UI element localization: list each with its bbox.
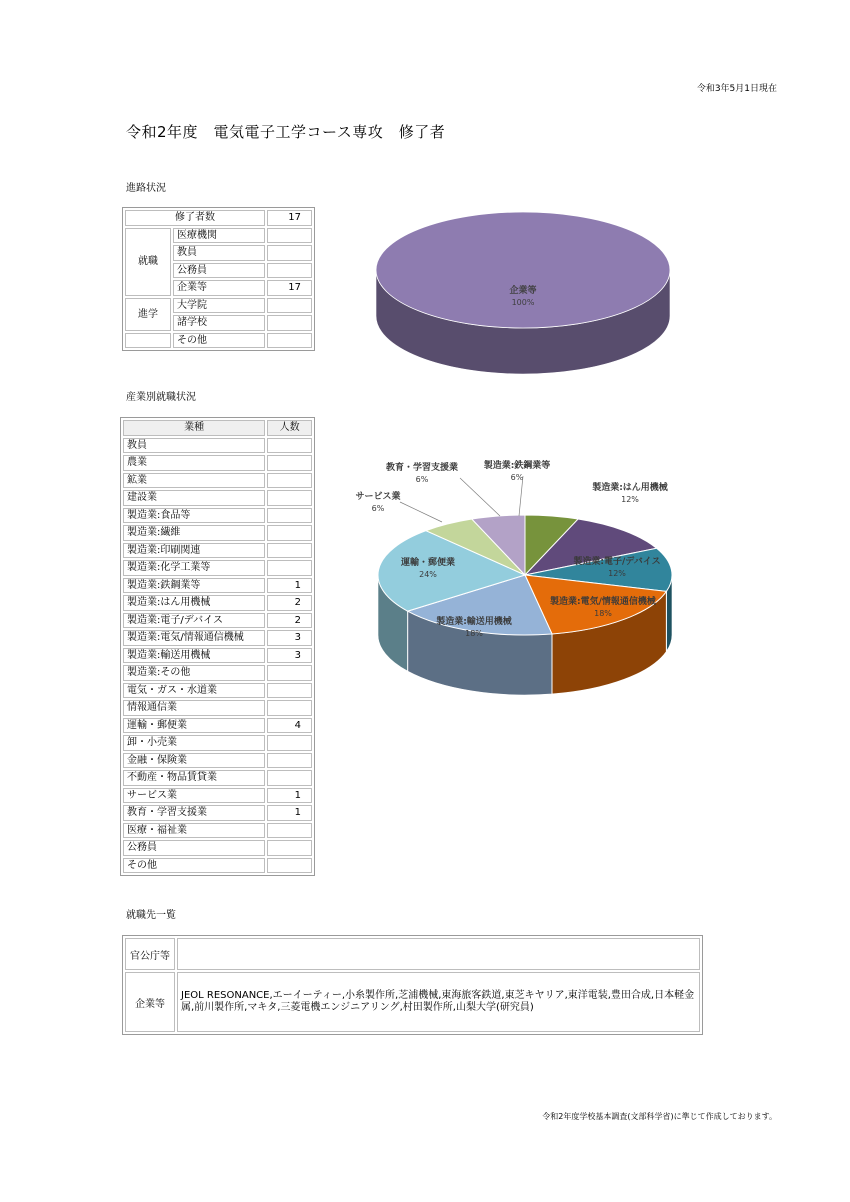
- industry-label: 農業: [123, 455, 265, 471]
- industry-label: 製造業:鉄鋼業等: [123, 578, 265, 594]
- page-title: 令和2年度 電気電子工学コース専攻 修了者: [126, 123, 446, 141]
- table-row: [123, 718, 312, 734]
- table-row: [123, 683, 312, 699]
- table-row: [123, 578, 312, 594]
- table-row: [123, 560, 312, 576]
- industry-label: 建設業: [123, 490, 265, 506]
- row-label: 医療機関: [173, 228, 265, 244]
- table-row: [123, 455, 312, 471]
- table-row: [123, 630, 312, 646]
- industry-count: [267, 473, 312, 489]
- pie-percent-label: 24%: [419, 570, 437, 579]
- industry-count: 1: [267, 788, 312, 804]
- pie-label: 企業等: [509, 286, 537, 296]
- pie-percent-label: 100%: [511, 298, 535, 307]
- table-row: [125, 972, 700, 1032]
- table-row: [123, 735, 312, 751]
- row-value: [267, 228, 312, 244]
- table-row: [123, 508, 312, 524]
- career-pie-chart: [360, 190, 690, 380]
- col-count-header: 人数: [267, 420, 312, 436]
- industry-count: [267, 858, 312, 874]
- pie-percent-label: 12%: [621, 495, 639, 504]
- pie-slice: [376, 212, 670, 328]
- table-row: [123, 525, 312, 541]
- industry-count: [267, 823, 312, 839]
- row-label: 大学院: [173, 298, 265, 314]
- industry-count: [267, 735, 312, 751]
- table-row: [123, 753, 312, 769]
- table-row: [125, 210, 312, 226]
- industry-label: 鉱業: [123, 473, 265, 489]
- industry-count: [267, 525, 312, 541]
- pie-label: サービス業: [355, 492, 401, 502]
- employers-section-title: 就職先一覧: [126, 910, 176, 921]
- row-label: その他: [173, 333, 265, 349]
- industry-count: [267, 438, 312, 454]
- industry-count: 1: [267, 578, 312, 594]
- table-row: [123, 420, 312, 436]
- row-label: 諸学校: [173, 315, 265, 331]
- industry-count: 2: [267, 595, 312, 611]
- pie-label: 製造業:電子/デバイス: [573, 557, 661, 567]
- table-row: [123, 473, 312, 489]
- table-row: [123, 613, 312, 629]
- industry-label: その他: [123, 858, 265, 874]
- industry-label: 製造業:印刷関連: [123, 543, 265, 559]
- industry-count: [267, 560, 312, 576]
- pie-label: 製造業:はん用機械: [592, 483, 668, 493]
- industry-label: 製造業:化学工業等: [123, 560, 265, 576]
- industry-pie-chart: [340, 440, 720, 700]
- industry-label: 製造業:その他: [123, 665, 265, 681]
- industry-label: 電気・ガス・水道業: [123, 683, 265, 699]
- row-value: 17: [267, 280, 312, 296]
- pie-leader-line: [519, 476, 523, 516]
- table-row: [125, 228, 312, 244]
- table-row: [125, 333, 312, 349]
- industry-count: 2: [267, 613, 312, 629]
- table-row: [123, 700, 312, 716]
- table-row: [123, 788, 312, 804]
- industry-count: [267, 840, 312, 856]
- date-note: 令和3年5月1日現在: [696, 84, 777, 94]
- pie-label: 運輸・郵便業: [400, 558, 456, 568]
- industry-label: サービス業: [123, 788, 265, 804]
- industry-label: 金融・保険業: [123, 753, 265, 769]
- employers-table: [122, 935, 703, 1035]
- industry-label: 不動産・物品賃貸業: [123, 770, 265, 786]
- industry-label: 製造業:食品等: [123, 508, 265, 524]
- col-type-header: 業種: [123, 420, 265, 436]
- industry-count: [267, 665, 312, 681]
- table-row: [123, 648, 312, 664]
- industry-label: 教員: [123, 438, 265, 454]
- industry-count: [267, 508, 312, 524]
- industry-count: 3: [267, 630, 312, 646]
- industry-section-title: 産業別就職状況: [126, 392, 196, 403]
- graduates-label: 修了者数: [125, 210, 265, 226]
- industry-label: 情報通信業: [123, 700, 265, 716]
- pie-label: 教育・学習支援業: [385, 463, 459, 473]
- row-value: [267, 333, 312, 349]
- table-row: [123, 595, 312, 611]
- industry-label: 卸・小売業: [123, 735, 265, 751]
- career-section-title: 進路状況: [126, 183, 166, 194]
- group-further: 進学: [125, 298, 171, 331]
- industry-label: 製造業:電子/デバイス: [123, 613, 265, 629]
- gov-label: 官公庁等: [125, 938, 175, 970]
- corp-value: JEOL RESONANCE,エーイーティー,小糸製作所,芝浦機械,東海旅客鉄道,東芝キヤリア,東洋電装,豊田合成,日本軽金属,前川製作所,マキタ,三菱電機エンジニアリング,村田製作所,山梨大学(研究員): [177, 972, 700, 1032]
- industry-count: 1: [267, 805, 312, 821]
- pie-percent-label: 12%: [608, 569, 626, 578]
- pie-leader-line: [400, 502, 442, 522]
- table-row: [123, 823, 312, 839]
- industry-count: [267, 753, 312, 769]
- row-value: [267, 245, 312, 261]
- pie-percent-label: 18%: [465, 629, 483, 638]
- pie-label: 製造業:鉄鋼業等: [483, 461, 551, 471]
- industry-count: [267, 490, 312, 506]
- pie-label: 製造業:電気/情報通信機械: [550, 597, 656, 607]
- table-row: [125, 938, 700, 970]
- pie-percent-label: 6%: [510, 473, 524, 482]
- pie-percent-label: 18%: [594, 609, 612, 618]
- table-row: [123, 490, 312, 506]
- industry-count: [267, 770, 312, 786]
- industry-label: 製造業:はん用機械: [123, 595, 265, 611]
- corp-label: 企業等: [125, 972, 175, 1032]
- career-table: [122, 207, 315, 351]
- row-label: 企業等: [173, 280, 265, 296]
- industry-label: 製造業:電気/情報通信機械: [123, 630, 265, 646]
- table-row: [123, 543, 312, 559]
- industry-count: [267, 543, 312, 559]
- industry-count: [267, 700, 312, 716]
- table-row: [123, 665, 312, 681]
- industry-label: 医療・福祉業: [123, 823, 265, 839]
- industry-table: [120, 417, 315, 876]
- row-label: 公務員: [173, 263, 265, 279]
- row-value: [267, 315, 312, 331]
- graduates-value: 17: [267, 210, 312, 226]
- industry-label: 公務員: [123, 840, 265, 856]
- industry-count: 3: [267, 648, 312, 664]
- table-row: [123, 438, 312, 454]
- industry-label: 運輸・郵便業: [123, 718, 265, 734]
- table-row: [123, 858, 312, 874]
- industry-label: 製造業:輸送用機械: [123, 648, 265, 664]
- pie-percent-label: 6%: [371, 504, 385, 513]
- footer-note: 令和2年度学校基本調査(文部科学省)に準じて作成しております。: [542, 1112, 777, 1121]
- row-value: [267, 263, 312, 279]
- table-row: [123, 805, 312, 821]
- row-label: 教員: [173, 245, 265, 261]
- group-employed: 就職: [125, 228, 171, 296]
- industry-label: 製造業:繊維: [123, 525, 265, 541]
- row-value: [267, 298, 312, 314]
- industry-label: 教育・学習支援業: [123, 805, 265, 821]
- row-blank-cell: [125, 333, 171, 349]
- pie-label: 製造業:輸送用機械: [436, 617, 512, 627]
- table-row: [123, 840, 312, 856]
- industry-count: [267, 455, 312, 471]
- table-row: [123, 770, 312, 786]
- pie-leader-line: [460, 478, 500, 516]
- gov-value: [177, 938, 700, 970]
- industry-count: [267, 683, 312, 699]
- industry-count: 4: [267, 718, 312, 734]
- pie-percent-label: 6%: [415, 475, 429, 484]
- table-row: [125, 298, 312, 314]
